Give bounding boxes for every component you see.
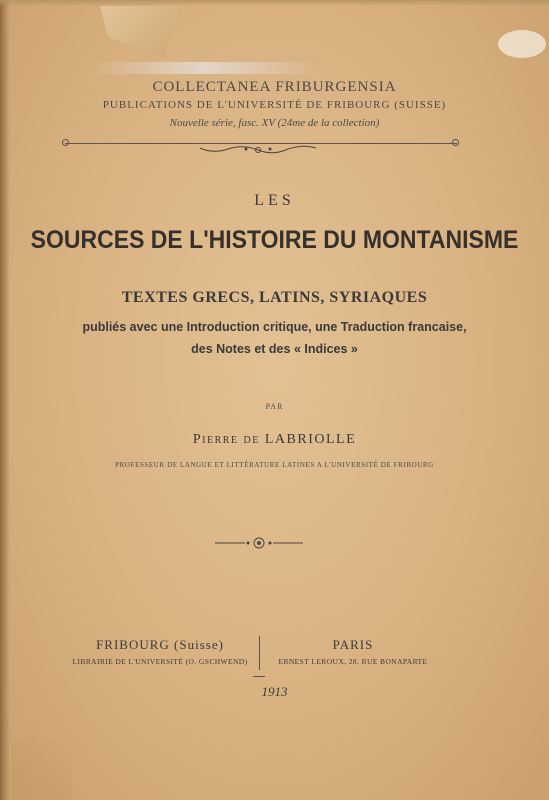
- imprint-divider: [259, 636, 260, 670]
- center-ornament-icon: [213, 536, 305, 550]
- series-issue: Nouvelle série, fasc. XV (24me de la collection): [169, 117, 380, 129]
- title-article: LES: [254, 192, 295, 209]
- imprint-left-publisher: LIBRAIRIE DE L'UNIVERSITÉ (O. GSCHWEND): [72, 657, 248, 666]
- description-line-2: des Notes et des « Indices »: [191, 342, 358, 356]
- rule-right-dot-icon: [452, 139, 459, 146]
- top-edge: [0, 0, 549, 6]
- subtitle: TEXTES GRECS, LATINS, SYRIAQUES: [121, 289, 428, 306]
- series-publisher: PUBLICATIONS DE L'UNIVERSITÉ DE FRIBOURG (SUISSE): [102, 99, 447, 111]
- folded-corner: [100, 6, 180, 58]
- imprint-right-city: PARIS: [332, 637, 374, 652]
- main-title: SOURCES DE L'HISTOIRE DU MONTANISME: [30, 226, 519, 254]
- description-line-1: publiés avec une Introduction critique, une Traduction francaise,: [82, 320, 467, 334]
- imprint-right-publisher: ERNEST LEROUX, 28, RUE BONAPARTE: [278, 657, 428, 666]
- publication-year: 1913: [261, 684, 288, 699]
- imprint-left-city: FRIBOURG (Suisse): [96, 637, 224, 652]
- author-name: Pierre de LABRIOLLE: [192, 432, 357, 447]
- year-dash: [253, 676, 265, 677]
- by-label: PAR: [265, 402, 284, 411]
- worn-corner: [12, 742, 72, 800]
- light-glare: [90, 62, 320, 74]
- white-spot: [498, 30, 546, 58]
- author-affiliation: PROFESSEUR DE LANGUE ET LITTÉRATURE LATINES A L'UNIVERSITÉ DE FRIBOURG: [115, 461, 434, 469]
- rule-ornament-icon: [198, 144, 318, 156]
- series-name: COLLECTANEA FRIBURGENSIA: [152, 79, 397, 95]
